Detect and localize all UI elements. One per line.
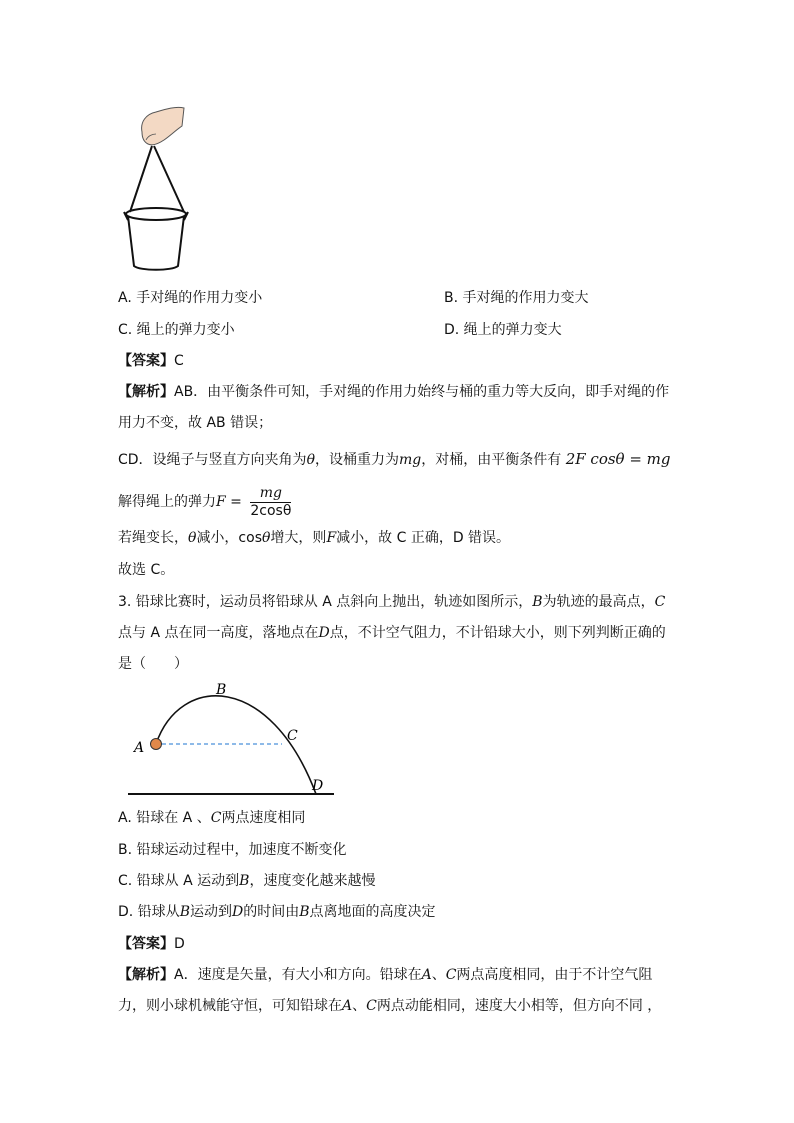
- q2-analysis-line-3: CD．设绳子与竖直方向夹角为θ，设桶重力为mg，对桶，由平衡条件有 2F cosθ = mg: [118, 450, 671, 468]
- analysis-tag: 【解析】: [118, 384, 174, 400]
- fraction-force: $\frac{mg}{2\cos\theta}$: [250, 484, 292, 519]
- q3-stem-line-1: 3. 铅球比赛时，运动员将铅球从 A 点斜向上抛出，轨迹如图所示，B为轨迹的最高点，C: [118, 594, 666, 610]
- q2-option-b: B. 手对绳的作用力变大: [444, 290, 589, 306]
- label-d: D: [312, 778, 324, 794]
- equation-balance: 2F cosθ = mg: [565, 450, 671, 468]
- label-c: C: [287, 728, 298, 744]
- q2-option-a: A. 手对绳的作用力变小: [118, 290, 263, 306]
- q2-option-d: D. 绳上的弹力变大: [444, 322, 562, 338]
- q2-option-c: C. 绳上的弹力变小: [118, 322, 235, 338]
- q3-option-d: D. 铅球从B运动到D的时间由B点离地面的高度决定: [118, 904, 436, 920]
- answer-value: D: [174, 936, 185, 952]
- q3-analysis-line-2: 力，则小球机械能守恒，可知铅球在A、C两点动能相同，速度大小相等，但方向不同 ，: [118, 998, 662, 1014]
- q2-analysis-line-1: 【解析】AB．由平衡条件可知，手对绳的作用力始终与桶的重力等大反向，即手对绳的作: [118, 384, 670, 400]
- hand-icon: [142, 107, 184, 144]
- q3-answer: [118, 934, 185, 954]
- q3-option-b: B. 铅球运动过程中，加速度不断变化: [118, 842, 347, 858]
- q3-stem-line-3: 是（ ）: [118, 656, 188, 672]
- q2-conclusion: 故选 C。: [118, 562, 175, 578]
- trajectory-curve: [156, 696, 316, 794]
- q2-analysis-line-2: 用力不变，故 AB 错误；: [118, 415, 273, 431]
- answer-value: C: [174, 353, 184, 369]
- q2-answer: [118, 351, 184, 371]
- answer-tag: 【答案】: [118, 353, 174, 369]
- label-b: B: [216, 682, 227, 698]
- q3-stem-line-2: 点与 A 点在同一高度，落地点在D点，不计空气阻力，不计铅球大小，则下列判断正确的: [118, 625, 666, 641]
- q3-option-c: C. 铅球从 A 运动到B，速度变化越来越慢: [118, 873, 376, 889]
- analysis-tag: 【解析】: [118, 967, 174, 983]
- q2-analysis-line-5: 若绳变长，θ减小，cosθ增大，则F减小，故 C 正确，D 错误。: [118, 530, 511, 546]
- bucket-figure: [112, 100, 202, 280]
- q3-analysis-line-1: 【解析】A．速度是矢量，有大小和方向。铅球在A、C两点高度相同，由于不计空气阻: [118, 967, 653, 983]
- shot-ball: [151, 739, 162, 750]
- label-a: A: [134, 740, 145, 756]
- q2-analysis-line-4: 解得绳上的弹力F = $\frac{mg}{2\cos\theta}$: [118, 484, 292, 519]
- answer-tag: 【答案】: [118, 936, 174, 952]
- trajectory-figure: [120, 678, 340, 800]
- q3-option-a: A. 铅球在 A 、C两点速度相同: [118, 810, 306, 826]
